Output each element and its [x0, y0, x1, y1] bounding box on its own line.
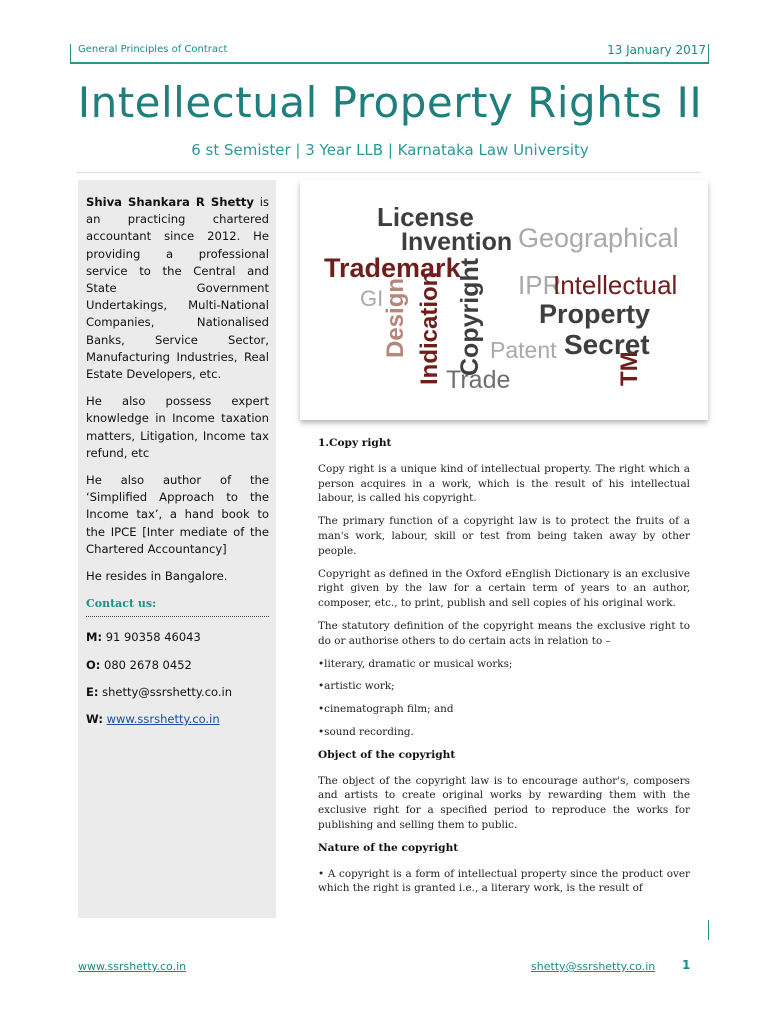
- footer-right-bar: [708, 920, 709, 940]
- word-gi: GI: [360, 286, 384, 311]
- email-label: E:: [86, 684, 99, 699]
- footer-email-link[interactable]: shetty@ssrshetty.co.in: [531, 960, 656, 973]
- word-copyright: Copyright: [456, 257, 484, 376]
- word-ipr: IPR: [518, 270, 562, 300]
- header-date: 13 January 2017: [607, 43, 706, 57]
- word-trade: Trade: [446, 366, 511, 394]
- paragraph: Copyright as defined in the Oxford eEnglish Dictionary is an exclusive right given by the law for a certain term of years to an author, composer, etc., to print, publish and sell copies of his original work.: [318, 567, 690, 610]
- paragraph: • A copyright is a form of intellectual property since the product over which the right is granted i.e., a literary work, is the result of: [318, 867, 690, 895]
- bullet-item: •sound recording.: [318, 725, 414, 738]
- mobile-value: 91 90358 46043: [102, 630, 201, 645]
- paragraph: The primary function of a copyright law is to protect the fruits of a man's work, labour, skill or test from being taken away by other people.: [318, 515, 690, 557]
- web-link[interactable]: www.ssrshetty.co.in: [106, 712, 220, 727]
- main-content: [318, 436, 690, 904]
- page-number: 1: [682, 958, 691, 972]
- word-property: Property: [539, 299, 651, 329]
- heading-nature: Nature of the copyright: [318, 841, 459, 854]
- ipr-word-cloud: [300, 180, 708, 420]
- header-left-bar: [70, 44, 71, 64]
- heading-object: Object of the copyright: [318, 748, 456, 761]
- author-book: He also author of the ‘Simplified Approach to the Income tax’, a hand book to the IPCE [Inter mediate of the Chartered Accountancy]: [86, 473, 269, 556]
- contact-web: [86, 711, 269, 728]
- word-trademark: Trademark: [324, 253, 461, 283]
- bullet-item: •literary, dramatic or musical works;: [318, 657, 513, 670]
- contact-email: [86, 684, 269, 701]
- header-rule: [70, 62, 708, 64]
- contact-office: [86, 657, 269, 674]
- author-residence: He resides in Bangalore.: [86, 569, 228, 584]
- word-intellectual: Intellectual: [553, 270, 678, 300]
- paragraph: The statutory definition of the copyright means the exclusive right to do or authorise others to do certain acts in relation to –: [318, 619, 690, 647]
- contact-label: Contact us:: [86, 597, 157, 611]
- word-invention: Invention: [401, 228, 513, 256]
- heading-copyright: 1.Copy right: [318, 437, 392, 449]
- word-secret: Secret: [564, 329, 650, 360]
- title-separator: [76, 172, 701, 173]
- word-license: License: [377, 202, 474, 232]
- word-patent: Patent: [490, 337, 557, 363]
- paragraph: Copy right is a unique kind of intellectual property. The right which a person acquires in a work, which is the result of his intellectual labour, is called his copyright.: [318, 462, 690, 505]
- paragraph: The object of the copyright law is to encourage author's, composers and artists to create original works by rewarding them with the exclusive right for a specified period to reproduce the works for publishing and selling them to public.: [318, 774, 690, 831]
- word-tm: TM: [616, 351, 643, 386]
- author-name: Shiva Shankara R Shetty: [86, 195, 254, 209]
- office-value: 080 2678 0452: [100, 657, 192, 672]
- contact-mobile: [86, 629, 269, 646]
- author-sidebar: [78, 180, 276, 918]
- office-label: O:: [86, 657, 101, 672]
- bullet-item: •artistic work;: [318, 680, 395, 693]
- word-indication: Indication: [416, 271, 443, 385]
- word-geographical: Geographical: [518, 223, 679, 253]
- page-subtitle: 6 st Semister | 3 Year LLB | Karnataka Law University: [191, 141, 589, 159]
- footer-website-link[interactable]: www.ssrshetty.co.in: [78, 960, 187, 973]
- word-design: Design: [382, 277, 409, 358]
- contact-divider: [86, 616, 269, 617]
- web-label: W:: [86, 712, 103, 727]
- email-value[interactable]: shetty@ssrshetty.co.in: [98, 684, 233, 699]
- author-bio-text: is an practicing chartered accountant since 2012. He providing a professional service to the Central and State Government Undertakings, Multi-National Companies, Nationalised Banks, Service Sector, Manufacturing Industries, Real Estate Developers, etc.: [86, 195, 269, 382]
- word-cloud-svg: [300, 180, 708, 420]
- page-title: Intellectual Property Rights II: [77, 78, 703, 127]
- header-right-bar: [708, 44, 709, 64]
- author-expertise: He also possess expert knowledge in Income taxation matters, Litigation, Income tax refund, etc: [86, 394, 269, 460]
- header-course: General Principles of Contract: [78, 44, 228, 55]
- author-bio: [86, 194, 269, 383]
- bullet-item: •cinematograph film; and: [318, 703, 454, 716]
- mobile-label: M:: [86, 630, 103, 645]
